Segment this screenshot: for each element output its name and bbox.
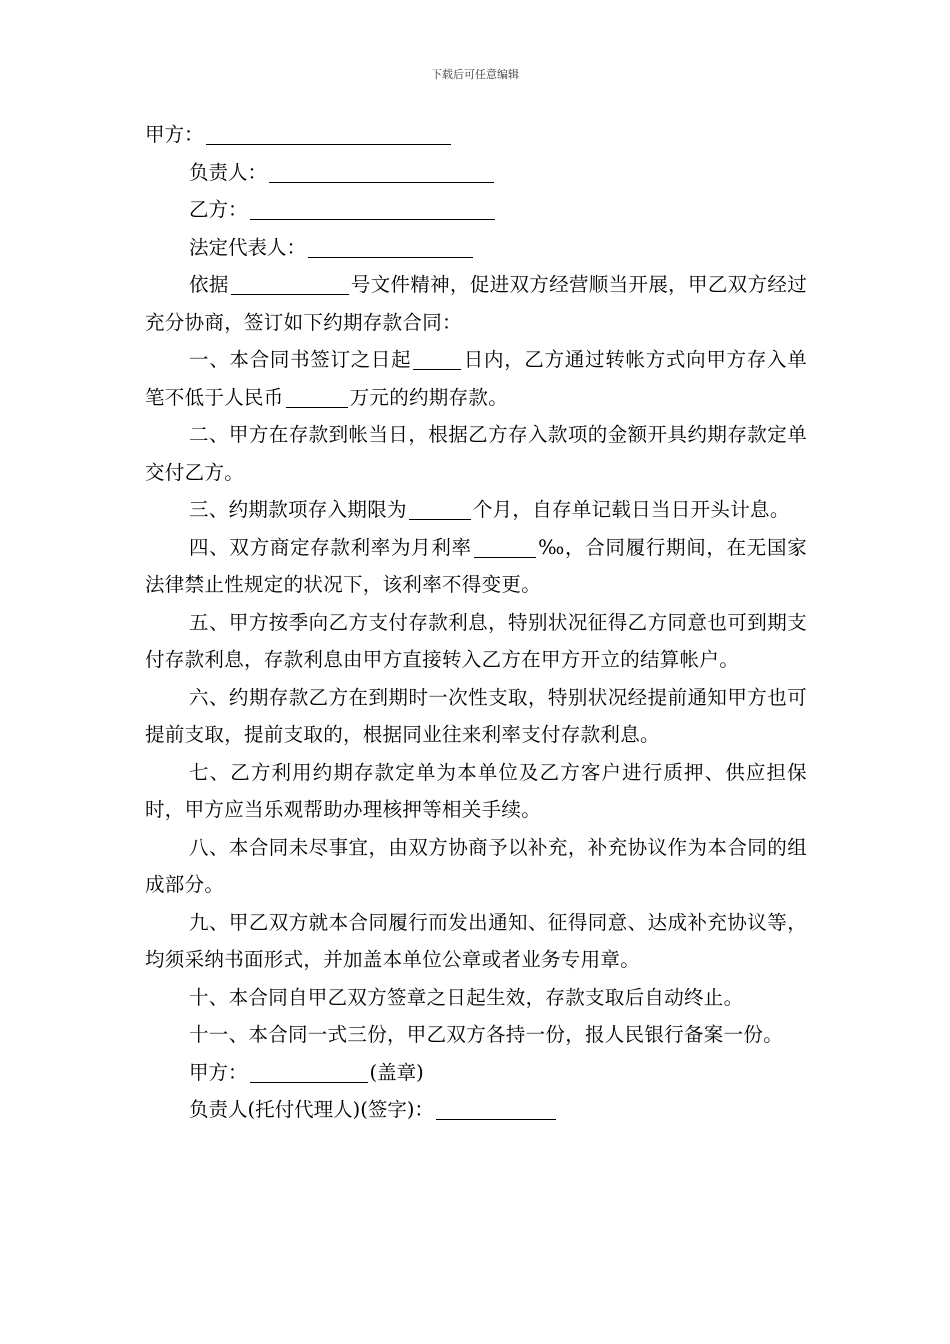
intro-paragraph bbox=[145, 266, 807, 341]
signature-party-a-row bbox=[145, 1054, 807, 1092]
seal-label: (盖章) bbox=[369, 1060, 424, 1084]
legal-rep-label: 法定代表人： bbox=[189, 235, 307, 259]
clause-1 bbox=[145, 341, 807, 416]
contract-body bbox=[145, 116, 807, 1129]
clause-1-part-a: 一、本合同书签订之日起 bbox=[189, 348, 412, 371]
clause-1-part-c: 万元的约期存款。 bbox=[349, 385, 509, 409]
signature-person-label: 负责人(托付代理人)(签字)： bbox=[189, 1098, 434, 1121]
legal-rep-row bbox=[145, 229, 807, 267]
signature-person-row bbox=[145, 1091, 807, 1129]
party-a-row bbox=[145, 116, 807, 154]
document-number-field[interactable] bbox=[231, 268, 349, 295]
party-a-label: 甲方： bbox=[145, 123, 204, 146]
clause-3 bbox=[145, 491, 807, 529]
clause-2: 二、甲方在存款到帐当日，根据乙方存入款项的金额开具约期存款定单交付乙方。 bbox=[145, 423, 807, 484]
signature-party-a-label: 甲方： bbox=[189, 1060, 248, 1084]
party-b-label: 乙方： bbox=[189, 198, 248, 221]
clause-5: 五、甲方按季向乙方支付存款利息，特别状况征得乙方同意也可到期支付存款利息，存款利息由甲方直接转入乙方在甲方开立的结算帐户。 bbox=[145, 610, 807, 671]
clause-10: 十、本合同自甲乙双方签章之日起生效，存款支取后自动终止。 bbox=[189, 985, 744, 1009]
clause-11: 十一、本合同一式三份，甲乙双方各持一份，报人民银行备案一份。 bbox=[189, 1023, 784, 1046]
signature-person-field[interactable] bbox=[436, 1093, 556, 1120]
party-b-field[interactable] bbox=[250, 193, 495, 220]
clause-4-part-b: ‰，合同履行期间，在无国家法律禁止性规定的状况下，该利率不得变更。 bbox=[145, 535, 807, 596]
person-in-charge-field[interactable] bbox=[269, 156, 494, 183]
term-months-field[interactable] bbox=[409, 493, 471, 520]
clause-6: 六、约期存款乙方在到期时一次性支取，特别状况经提前通知甲方也可提前支取，提前支取的，根据同业往来利率支付存款利息。 bbox=[145, 685, 807, 746]
intro-after: 号文件精神，促进双方经营顺当开展，甲乙双方经过充分协商，签订如下约期存款合同： bbox=[145, 273, 807, 334]
amount-field[interactable] bbox=[286, 381, 348, 408]
clause-3-part-b: 个月，自存单记载日当日开头计息。 bbox=[472, 498, 790, 521]
clause-3-part-a: 三、约期款项存入期限为 bbox=[189, 498, 407, 521]
signature-party-a-field[interactable] bbox=[250, 1056, 368, 1083]
clause-4 bbox=[145, 529, 807, 604]
clause-9: 九、甲乙双方就本合同履行而发出通知、征得同意、达成补充协议等，均须采纳书面形式，并加盖本单位公章或者业务专用章。 bbox=[145, 910, 807, 971]
party-b-row bbox=[145, 191, 807, 229]
clause-8: 八、本合同未尽事宜，由双方协商予以补充，补充协议作为本合同的组成部分。 bbox=[145, 835, 807, 896]
clause-1-part-b: 日内，乙方通过转帐方式向甲方存入单笔不低于人民币 bbox=[145, 348, 807, 409]
party-a-field[interactable] bbox=[206, 118, 451, 145]
page-header: 下载后可任意编辑 bbox=[431, 68, 519, 81]
days-field[interactable] bbox=[413, 343, 461, 370]
clause-7: 七、乙方利用约期存款定单为本单位及乙方客户进行质押、供应担保时，甲方应当乐观帮助办理核押等相关手续。 bbox=[145, 760, 807, 821]
person-in-charge-label: 负责人： bbox=[189, 160, 268, 184]
intro-before: 依据 bbox=[189, 273, 229, 296]
interest-rate-field[interactable] bbox=[474, 531, 536, 558]
person-in-charge-row bbox=[145, 154, 807, 192]
legal-rep-field[interactable] bbox=[308, 231, 473, 258]
clause-4-part-a: 四、双方商定存款利率为月利率 bbox=[189, 535, 472, 559]
